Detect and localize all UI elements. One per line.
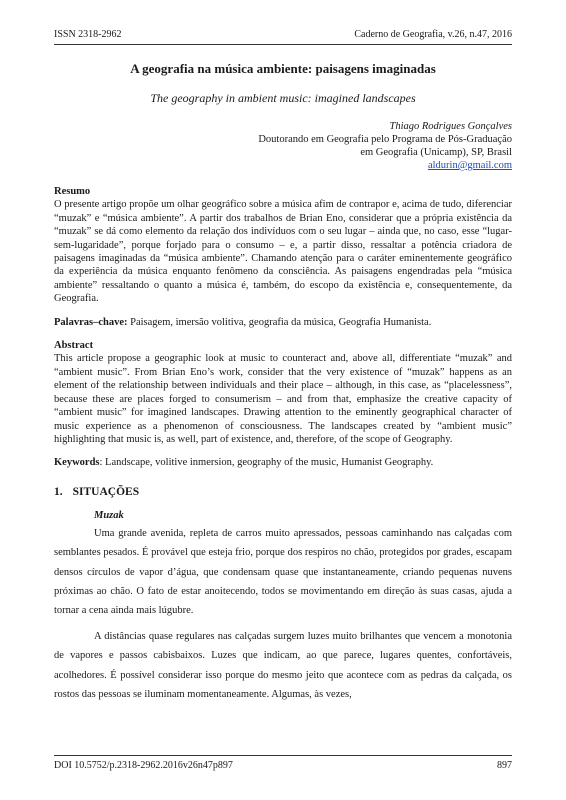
- palavras-chave: [54, 316, 512, 329]
- author-affiliation-2: em Geografia (Unicamp), SP, Brasil: [360, 147, 512, 158]
- doi-text: DOI 10.5752/p.2318-2962.2016v26n47p897: [54, 760, 233, 771]
- resumo-heading: Resumo: [54, 186, 91, 197]
- resumo-section: [54, 185, 512, 306]
- body-paragraph-2: A distâncias quase regulares nas calçadas surgem luzes muito brilhantes que vencem a monotonia de vapores e passos cabisbaixos. Luzes que indicam, ao que parece, lugares quentes, confortáveis, acolhedores. É possível considerar isso porque do mesmo jeito que acontece com as pedras da calçada, os rostos das pessoas se iluminam momentaneamente. Algumas, às vezes,: [54, 630, 512, 700]
- author-name: Thiago Rodrigues Gonçalves: [389, 121, 512, 132]
- palavras-chave-label: Palavras–chave:: [54, 316, 128, 328]
- section-heading: [54, 486, 512, 498]
- section-number: 1.: [54, 485, 63, 498]
- article-subtitle: The geography in ambient music: imagined landscapes: [150, 91, 416, 105]
- abstract-text: This article propose a geographic look at music to counteract and, above all, differentiate “muzak” and “ambient music”. From Brian Eno’s work, consider that the very existence of “muzak” happens as an element of the relationship between individuals and their place – although, in this case, as “placelessness”, because these are places forged to consumerism – and from that, emphasize the creative capacity of “ambient music” for imagined landscapes. Drawing attention to the eminently geographical character of music experience as a phenomenon of consciousness. The landscapes created by “ambient music” highlighting that music is, as well, part of existence, and, therefore, of the scope of Geography.: [54, 353, 512, 445]
- keywords-label: Keywords: [54, 457, 100, 469]
- abstract-section: [54, 339, 512, 446]
- article-title: A geografia na música ambiente: paisagens imaginadas: [130, 61, 436, 76]
- author-email-link[interactable]: aldurin@gmail.com: [427, 160, 512, 171]
- author-affiliation-1: Doutorando em Geografia pelo Programa de Pós-Graduação: [258, 134, 512, 145]
- page-number: 897: [497, 760, 512, 771]
- resumo-text: O presente artigo propõe um olhar geográfico sobre a música afim de contrapor e, acima de tudo, diferenciar “muzak” e “música ambiente”. A partir dos trabalhos de Brian Eno, considerar que a própria existência da “muzak” se dá como elemento da relação dos indivíduos com o seu lugar – ainda que, no caso, esse “lugar-sem-lugaridade”, porque forjado para o consumo – e, a partir disso, ressaltar a potência criadora de paisagens imaginadas da “música ambiente”. Chamando atenção para o caráter eminentemente geográfico da experiência da música enquanto fenômeno da consciência. As paisagens engendradas pela “música ambiente” ressaltando o quanto a música é, também, do escopo da existência e, consequentemente, da Geografia.: [54, 199, 512, 305]
- footer-rule: [54, 755, 512, 756]
- page-footer: [54, 752, 512, 772]
- abstract-heading: Abstract: [54, 340, 94, 352]
- palavras-chave-text: Paisagem, imersão volitiva, geografia da música, Geografia Humanista.: [127, 316, 432, 328]
- subsection-heading: Muzak: [94, 509, 124, 521]
- issn: ISSN 2318-2962: [54, 29, 122, 40]
- section-title: SITUAÇÕES: [72, 485, 140, 498]
- header-rule: [54, 44, 512, 45]
- running-header: [54, 28, 512, 41]
- body-paragraph-1: Uma grande avenida, repleta de carros muito apressados, pessoas caminhando nas calçadas com semblantes pesados. É provável que esteja frio, porque dos respiros no chão, protegidos por grades, escapam densos círculos de vapor d’água, que condensam quase que instantaneamente, criando pequenas nuvens próximas ao chão. O fato de estar anoitecendo, todos se movimentando em direção às suas casas, ajuda a tornar a cena ainda mais lúgubre.: [54, 527, 512, 617]
- journal-citation: Caderno de Geografia, v.26, n.47, 2016: [354, 29, 512, 40]
- author-block: [54, 120, 512, 172]
- keywords: [54, 456, 512, 469]
- keywords-text: : Landscape, volitive inmersion, geography of the music, Humanist Geography.: [99, 457, 434, 469]
